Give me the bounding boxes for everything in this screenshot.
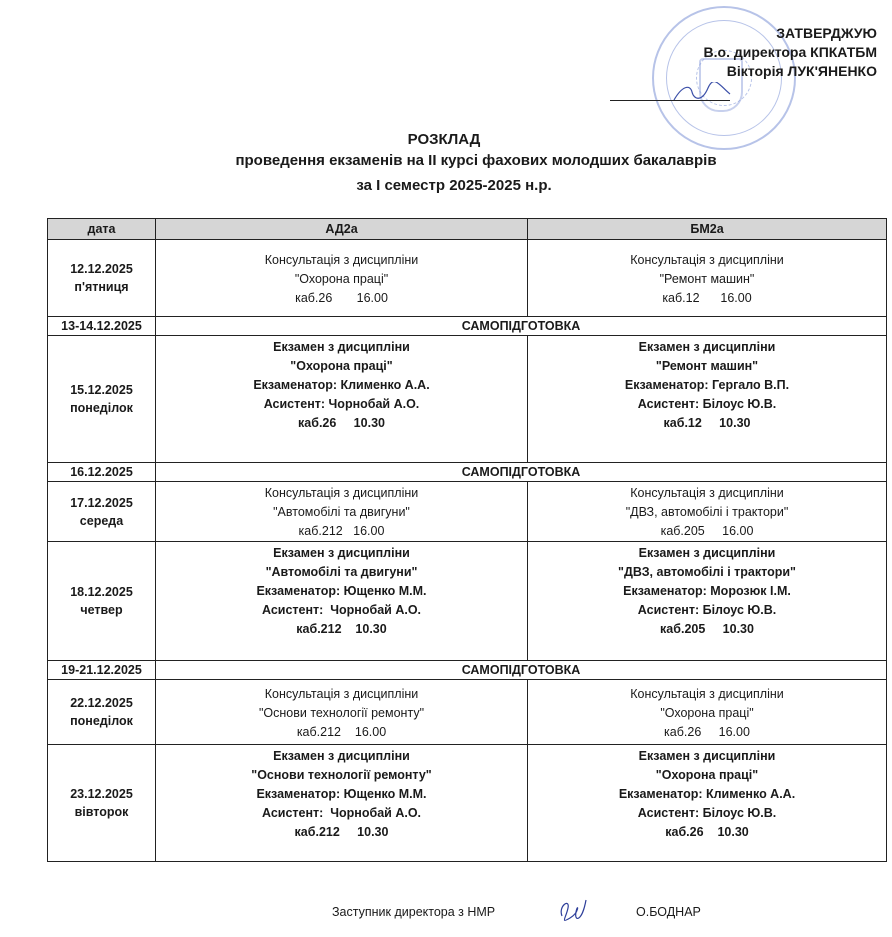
discipline-name: "Ремонт машин" (659, 271, 755, 286)
room-time: каб.212 16.00 (296, 724, 387, 739)
room-time: каб.26 16.00 (664, 724, 750, 739)
column-header-ad2a: АД2а (156, 219, 528, 240)
room-time: каб.12 10.30 (663, 416, 751, 430)
self-study-label: САМОПІДГОТОВКА (156, 463, 887, 482)
self-study-row (48, 661, 887, 680)
approval-name: Вікторія ЛУК'ЯНЕНКО (726, 63, 877, 79)
exam-row (48, 745, 887, 862)
event-type: Екзамен з дисципліни (273, 749, 410, 763)
date-value: 16.12.2025 (70, 465, 133, 479)
footer-position: Заступник директора з НМР (332, 905, 496, 919)
examiner: Екзаменатор: Клименко А.А. (618, 787, 796, 801)
exam-row (48, 542, 887, 661)
examiner: Екзаменатор: Гергало В.П. (624, 378, 790, 392)
discipline-name: "Автомобілі та двигуни" (273, 505, 410, 519)
ad2a-consult-cell (156, 240, 528, 317)
assistant: Асистент: Чорнобай А.О. (261, 806, 422, 820)
date-value: 22.12.2025 (70, 696, 133, 710)
room-time: каб.212 10.30 (296, 622, 387, 636)
self-study-label: САМОПІДГОТОВКА (156, 317, 887, 336)
event-type: Екзамен з дисципліни (638, 340, 776, 354)
consult-row (48, 482, 887, 542)
event-type: Консультація з дисципліни (264, 686, 419, 701)
date-cell (48, 240, 156, 317)
approval-position: В.о. директора КПКАТБМ (703, 44, 877, 60)
discipline-name: "Основи технології ремонту" (251, 768, 432, 782)
date-cell (48, 336, 156, 463)
approval-heading: ЗАТВЕРДЖУЮ (776, 25, 877, 41)
date-cell (48, 542, 156, 661)
self-study-row (48, 463, 887, 482)
examiner: Екзаменатор: Морозюк І.М. (623, 584, 791, 598)
date-cell (48, 680, 156, 745)
page-subtitle-semester: за І семестр 2025-2025 н.р. (356, 177, 552, 194)
examiner: Екзаменатор: Клименко А.А. (253, 378, 430, 392)
exam-row (48, 336, 887, 463)
discipline-name: "Основи технології ремонту" (258, 705, 425, 720)
event-type: Екзамен з дисципліни (638, 749, 776, 763)
discipline-name: "Охорона праці" (290, 359, 393, 373)
event-type: Консультація з дисципліни (630, 486, 784, 500)
ad2a-exam-cell (156, 336, 528, 463)
signature-line (610, 100, 730, 101)
assistant: Асистент: Чорнобай А.О. (261, 603, 422, 617)
assistant: Асистент: Білоус Ю.В. (637, 806, 777, 820)
room-time: каб.12 16.00 (662, 290, 752, 305)
date-value: 23.12.2025 (70, 787, 133, 801)
exam-schedule-table (47, 218, 887, 862)
room-time: каб.205 16.00 (660, 524, 754, 538)
event-type: Консультація з дисципліни (264, 252, 419, 267)
date-value: 13-14.12.2025 (61, 319, 142, 333)
date-cell (48, 317, 156, 336)
self-study-row (48, 317, 887, 336)
discipline-name: "Охорона праці" (294, 271, 389, 286)
event-type: Консультація з дисципліни (630, 252, 784, 267)
discipline-name: "Автомобілі та двигуни" (265, 565, 418, 579)
column-header-bm2a: БМ2а (528, 219, 887, 240)
bm2a-exam-cell (528, 745, 887, 862)
self-study-label: САМОПІДГОТОВКА (156, 661, 887, 680)
assistant: Асистент: Білоус Ю.В. (637, 603, 777, 617)
weekday: вівторок (74, 805, 129, 819)
discipline-name: "Охорона праці" (655, 768, 759, 782)
event-type: Консультація з дисципліни (630, 686, 784, 701)
footer-name: О.БОДНАР (636, 905, 701, 919)
page-title: РОЗКЛАД (407, 131, 481, 148)
weekday: середа (79, 513, 124, 528)
column-header-date: дата (48, 219, 156, 240)
weekday: четвер (80, 603, 123, 617)
date-cell (48, 463, 156, 482)
event-type: Екзамен з дисципліни (638, 546, 776, 560)
room-time: каб.26 10.30 (298, 416, 385, 430)
deputy-signature (556, 896, 590, 926)
room-time: каб.26 16.00 (295, 290, 388, 305)
consult-row (48, 240, 887, 317)
room-time: каб.212 10.30 (294, 825, 389, 839)
approval-block (704, 24, 877, 81)
examiner: Екзаменатор: Ющенко М.М. (256, 584, 427, 598)
bm2a-consult-cell (528, 482, 887, 542)
ad2a-exam-cell (156, 745, 528, 862)
bm2a-consult-cell (528, 680, 887, 745)
table-header-row (48, 219, 887, 240)
date-value: 18.12.2025 (70, 585, 133, 599)
ad2a-consult-cell (156, 680, 528, 745)
event-type: Екзамен з дисципліни (273, 546, 410, 560)
discipline-name: "Ремонт машин" (655, 359, 759, 373)
ad2a-exam-cell (156, 542, 528, 661)
discipline-name: "ДВЗ, автомобілі і трактори" (618, 565, 796, 579)
room-time: каб.212 16.00 (298, 524, 385, 538)
discipline-name: "ДВЗ, автомобілі і трактори" (625, 505, 789, 519)
weekday: понеділок (70, 714, 133, 728)
date-value: 15.12.2025 (70, 383, 133, 397)
room-time: каб.205 10.30 (660, 622, 754, 636)
assistant: Асистент: Білоус Ю.В. (637, 397, 777, 411)
date-cell (48, 745, 156, 862)
weekday: понеділок (70, 401, 133, 415)
bm2a-consult-cell (528, 240, 887, 317)
date-cell (48, 482, 156, 542)
bm2a-exam-cell (528, 336, 887, 463)
event-type: Консультація з дисципліни (264, 486, 419, 500)
event-type: Екзамен з дисципліни (273, 340, 410, 354)
room-time: каб.26 10.30 (665, 825, 749, 839)
date-cell (48, 661, 156, 680)
bm2a-exam-cell (528, 542, 887, 661)
date-value: 17.12.2025 (70, 495, 133, 510)
ad2a-consult-cell (156, 482, 528, 542)
consult-row (48, 680, 887, 745)
date-value: 12.12.2025 (70, 262, 133, 276)
assistant: Асистент: Чорнобай А.О. (263, 397, 420, 411)
date-value: 19-21.12.2025 (61, 663, 142, 677)
page-subtitle: проведення екзаменів на ІІ курсі фахових молодших бакалаврів (235, 152, 717, 169)
examiner: Екзаменатор: Ющенко М.М. (256, 787, 427, 801)
discipline-name: "Охорона праці" (660, 705, 754, 720)
weekday: п'ятниця (74, 280, 129, 294)
